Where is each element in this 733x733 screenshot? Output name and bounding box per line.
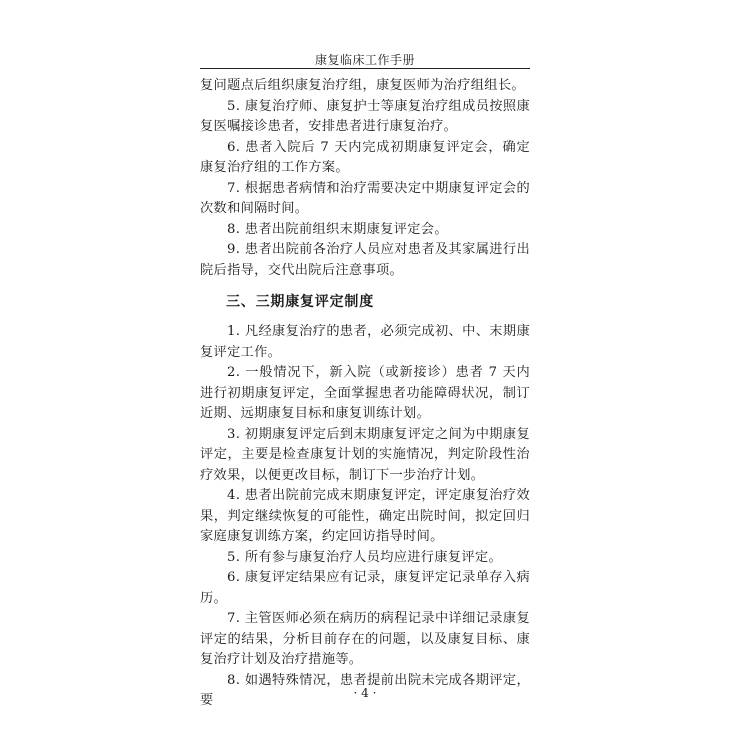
section-item-7: 7. 主管医师必须在病历的病程记录中详细记录康复评定的结果，分析目前存在的问题，以及康复目标、康复治疗计划及治疗措施等。 bbox=[200, 611, 530, 667]
paragraph-item-7: 7. 根据患者病情和治疗需要决定中期康复评定会的次数和间隔时间。 bbox=[200, 180, 530, 216]
section-item-2: 2. 一般情况下，新入院（或新接诊）患者 7 天内进行初期康复评定，全面掌握患者功能障碍状况，制订近期、远期康复目标和康复训练计划。 bbox=[200, 365, 530, 421]
section-item-4: 4. 患者出院前完成末期康复评定，评定康复治疗效果，判定继续恢复的可能性，确定出院时间，拟定回归家庭康复训练方案，约定回访指导时间。 bbox=[200, 488, 530, 544]
section-item-5: 5. 所有参与康复治疗人员均应进行康复评定。 bbox=[227, 549, 503, 565]
section-item-8: 8. 如遇特殊情况，患者提前出院未完成各期评定，要 bbox=[200, 672, 530, 708]
body-text bbox=[200, 76, 530, 712]
paragraph-item-8: 8. 患者出院前组织末期康复评定会。 bbox=[227, 221, 448, 237]
section-item-6: 6. 康复评定结果应有记录，康复评定记录单存入病历。 bbox=[200, 570, 530, 606]
section-item-3: 3. 初期康复评定后到末期康复评定之间为中期康复评定，主要是检查康复计划的实施情况，判定阶段性治疗效果，以便更改目标，制订下一步治疗计划。 bbox=[200, 426, 530, 483]
section-heading: 三、三期康复评定制度 bbox=[226, 294, 374, 310]
section-item-1: 1. 凡经康复治疗的患者，必须完成初、中、末期康复评定工作。 bbox=[200, 324, 530, 360]
paragraph-item-6: 6. 患者入院后 7 天内完成初期康复评定会，确定康复治疗组的工作方案。 bbox=[200, 139, 530, 175]
paragraph-continuation: 复问题点后组织康复治疗组，康复医师为治疗组组长。 bbox=[200, 78, 525, 93]
header-rule bbox=[200, 68, 530, 69]
page-number: · 4 · bbox=[353, 686, 377, 700]
paragraph-item-5: 5. 康复治疗师、康复护士等康复治疗组成员按照康复医嘱接诊患者，安排患者进行康复治疗。 bbox=[200, 98, 530, 134]
paragraph-item-9: 9. 患者出院前各治疗人员应对患者及其家属进行出院后指导，交代出院后注意事项。 bbox=[200, 242, 530, 278]
running-header: 康复临床工作手册 bbox=[314, 53, 415, 67]
